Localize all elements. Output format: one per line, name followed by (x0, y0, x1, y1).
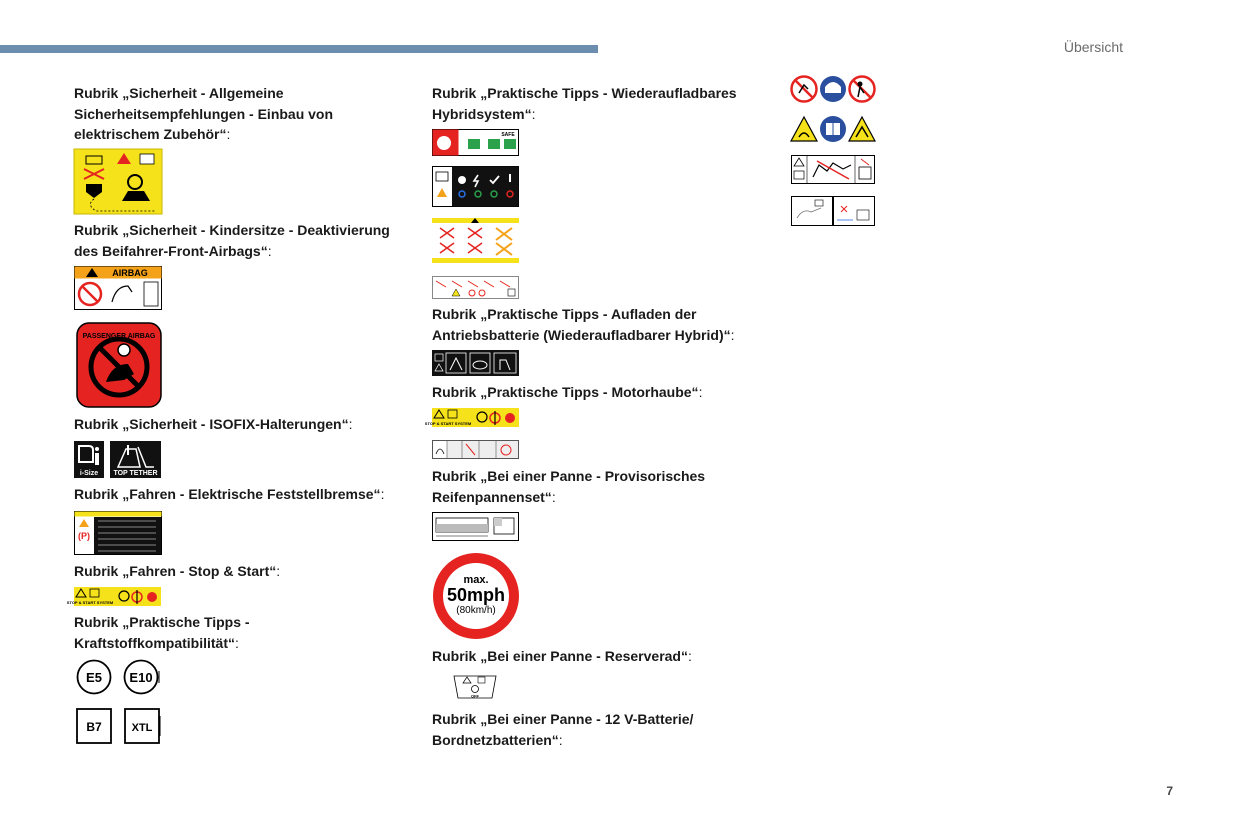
label-top-tether (110, 441, 161, 478)
heading-spare-wheel: Rubrik „Bei einer Panne - Reserverad“: (432, 648, 692, 664)
isize-text: i-Size (79, 470, 99, 477)
heading-stop-start: Rubrik „Fahren - Stop & Start“: (74, 563, 281, 579)
label-stop-start (66, 587, 161, 606)
fuel-b7-text: B7 (86, 720, 102, 734)
fuel-e5-badge (76, 659, 112, 695)
heading-hybrid-system: Rubrik „Praktische Tipps - Wiederaufladbares Hybridsystem“: (432, 85, 737, 122)
passenger-airbag-text: PASSENGER AIRBAG (82, 333, 156, 340)
safe-text: SAFE (501, 132, 515, 138)
heading-isofix: Rubrik „Sicherheit - ISOFIX-Halterungen“: (74, 416, 353, 432)
heading-parking-brake: Rubrik „Fahren - Elektrische Feststellbremse“: (74, 486, 385, 502)
fuel-xtl-text: XTL (131, 722, 153, 734)
fuel-e10-text: E10 (129, 670, 153, 685)
airbag-label-text: AIRBAG (112, 268, 148, 278)
heading-12v-battery: Rubrik „Bei einer Panne - 12 V-Batterie/ Bordnetzbatterien“: (432, 711, 694, 748)
label-bonnet-icons (432, 440, 519, 459)
parking-brake-text: (P) (78, 531, 90, 541)
heading-electrical-accessories: Rubrik „Sicherheit - Allgemeine Sicherheitsempfehlungen - Einbau von elektrischem Zubehör“: (74, 85, 334, 142)
speed-limit-sign (432, 552, 520, 640)
heading-fuel-compatibility: Rubrik „Praktische Tipps - Kraftstoffkompatibilität“: (74, 614, 250, 651)
label-battery-warnings-row1 (790, 75, 876, 103)
speed-kmh-text: (80km/h) (456, 605, 496, 616)
heading-tyre-repair-kit: Rubrik „Bei einer Panne - Provisorisches Reifenpannenset“: (432, 468, 706, 505)
label-bonnet-stop-start (424, 408, 519, 427)
fuel-b7-badge (76, 708, 112, 744)
fuel-xtl-badge (124, 708, 161, 744)
label-parking-brake (74, 511, 162, 555)
label-spare-wheel (450, 672, 500, 701)
label-electrical-accessories (74, 149, 162, 214)
label-traction-battery (432, 350, 519, 376)
stop-start-text: STOP & START SYSTEM (66, 600, 114, 605)
heading-airbag-deactivation: Rubrik „Sicherheit - Kindersitze - Deaktivierung des Beifahrer-Front-Airbags“: (74, 222, 390, 259)
label-hybrid-prohibitions (432, 218, 519, 263)
label-airbag-warning (74, 266, 162, 310)
top-tether-text: TOP TETHER (113, 470, 158, 477)
fuel-e5-text: E5 (86, 670, 102, 685)
label-battery-instructions (791, 155, 875, 184)
label-tyre-repair-kit (432, 512, 519, 541)
label-battery-warnings-row2 (790, 115, 876, 143)
label-passenger-airbag (76, 322, 162, 408)
label-hybrid-checks (432, 166, 519, 207)
fuel-e10-badge (123, 659, 161, 695)
bonnet-stop-start-text: STOP & START SYSTEM (424, 421, 472, 426)
heading-traction-battery-charging: Rubrik „Praktische Tipps - Aufladen der Antriebsbatterie (Wiederaufladbarer Hybrid)“: (432, 306, 735, 343)
off-text: OFF (471, 693, 479, 699)
label-hybrid-safe (432, 129, 519, 156)
heading-bonnet: Rubrik „Praktische Tipps - Motorhaube“: (432, 384, 703, 400)
label-hybrid-small-icons (432, 276, 519, 299)
speed-max-text: max. (463, 574, 489, 586)
label-isize (74, 441, 104, 478)
section-title: Übersicht (1063, 39, 1123, 55)
speed-mph-text: 50mph (446, 585, 506, 605)
accent-bar (0, 45, 598, 53)
label-battery-connection (791, 196, 875, 226)
page-number: 7 (1166, 784, 1173, 798)
